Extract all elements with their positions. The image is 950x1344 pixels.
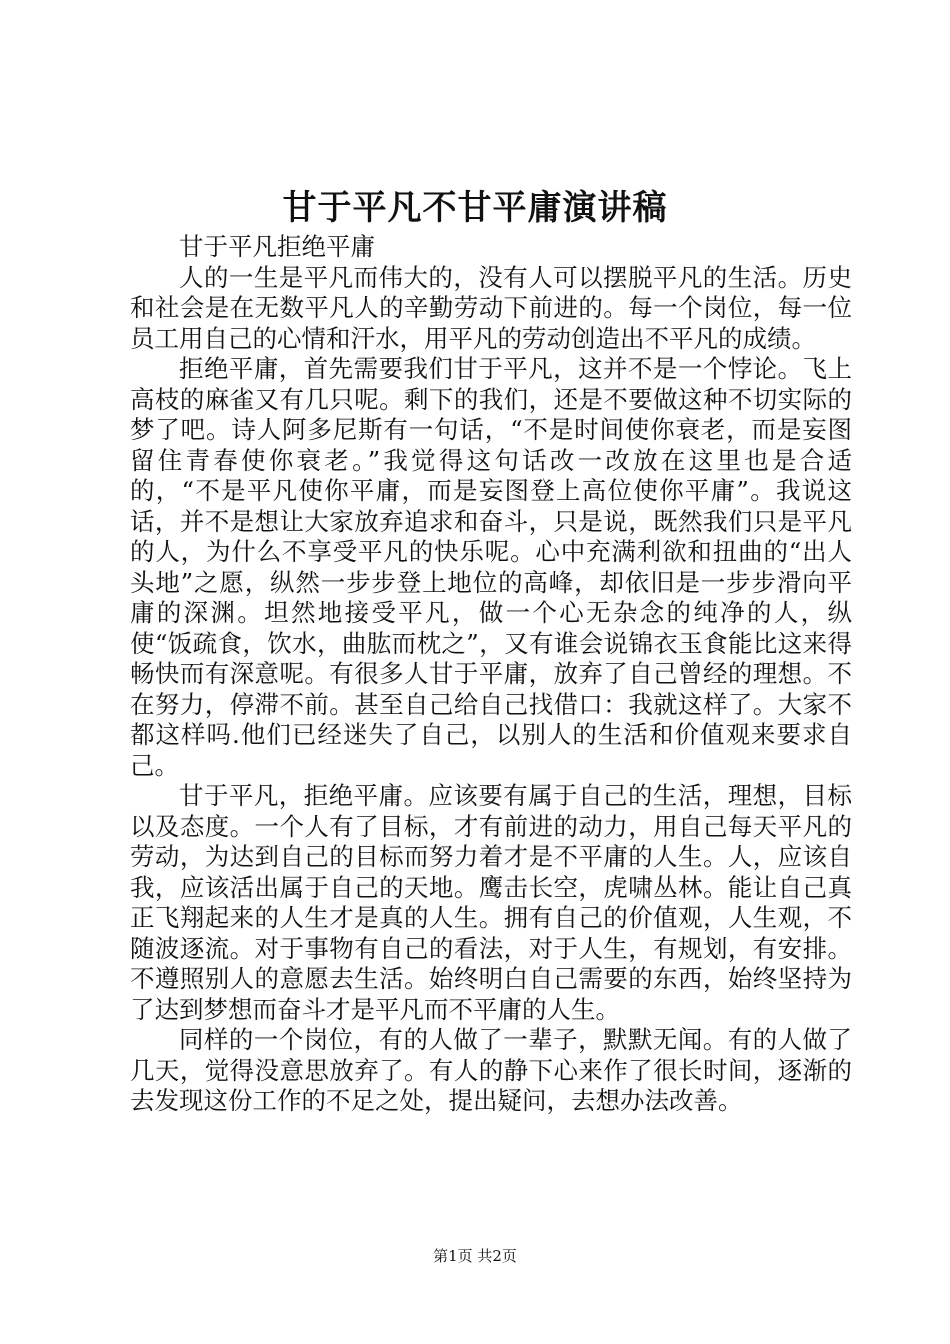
document-body [130,232,852,1117]
paragraph: 拒绝平庸，首先需要我们甘于平凡，这并不是一个悖论。飞上高枝的麻雀又有几只呢。剩下的我们，还是不要做这种不切实际的梦了吧。诗人阿多尼斯有一句话，“不是时间使你衰老，而是妄图留住青春使你衰老。”我觉得这句话改一改放在这里也是合适的，“不是平凡使你平庸，而是妄图登上高位使你平庸”。我说这话，并不是想让大家放弃追求和奋斗，只是说，既然我们只是平凡的人，为什么不享受平凡的快乐呢。心中充满利欲和扭曲的“出人头地”之愿，纵然一步步登上地位的高峰，却依旧是一步步滑向平庸的深渊。坦然地接受平凡，做一个心无杂念的纯净的人，纵使“饭疏食，饮水，曲肱而枕之”，又有谁会说锦衣玉食能比这来得畅快而有深意呢。有很多人甘于平庸，放弃了自己曾经的理想。不在努力，停滞不前。甚至自己给自己找借口：我就这样了。大家不都这样吗.他们已经迷失了自己，以别人的生活和价值观来要求自己。 [130,354,852,780]
page-number-footer: 第1页 共2页 [433,1247,517,1265]
paragraph: 同样的一个岗位，有的人做了一辈子，默默无闻。有的人做了几天，觉得没意思放弃了。有人的静下心来作了很长时间，逐渐的去发现这份工作的不足之处，提出疑问，去想办法改善。 [130,1025,852,1115]
paragraph-subtitle: 甘于平凡拒绝平庸 [179,232,375,261]
paragraph: 甘于平凡，拒绝平庸。应该要有属于自己的生活，理想，目标以及态度。一个人有了目标，才有前进的动力，用自己每天平凡的劳动，为达到自己的目标而努力着才是不平庸的人生。人，应该自我，应该活出属于自己的天地。鹰击长空，虎啸丛林。能让自己真正飞翔起来的人生才是真的人生。拥有自己的价值观，人生观，不随波逐流。对于事物有自己的看法，对于人生，有规划，有安排。不遵照别人的意愿去生活。始终明白自己需要的东西，始终坚持为了达到梦想而奋斗才是平凡而不平庸的人生。 [130,781,852,1024]
paragraph: 人的一生是平凡而伟大的，没有人可以摆脱平凡的生活。历史和社会是在无数平凡人的辛勤劳动下前进的。每一个岗位，每一位员工用自己的心情和汗水，用平凡的劳动创造出不平凡的成绩。 [130,262,852,353]
document-title: 甘于平凡不甘平庸演讲稿 [282,188,668,228]
